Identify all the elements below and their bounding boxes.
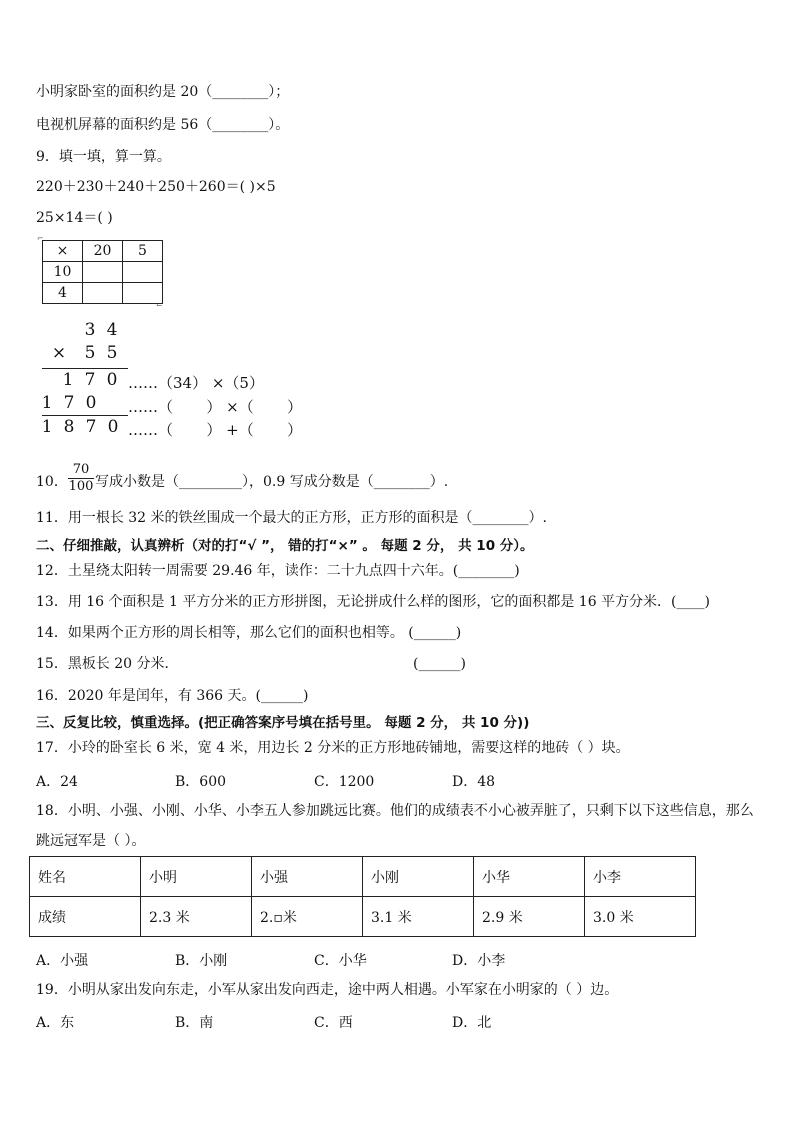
vm-note-2: ……（ ） ×（ ） <box>128 398 303 416</box>
score-cell: 3.0 米 <box>585 897 696 937</box>
grid-cell: × <box>43 241 83 262</box>
grid-cell: 20 <box>83 241 123 262</box>
vm-digit: 4 <box>106 320 118 340</box>
score-cell: 小华 <box>474 857 585 897</box>
vm-digit: 7 <box>85 417 97 437</box>
vm-rule-top <box>42 368 128 369</box>
vm-note-3: ……（ ） +（ ） <box>128 421 303 439</box>
question-9-product: 25×14＝( ) <box>36 210 113 226</box>
line-bedroom-area: 小明家卧室的面积约是 20（________）； <box>36 84 290 100</box>
vm-times-sign: × <box>51 343 67 363</box>
table-corner-mark: ⌐ <box>37 234 44 243</box>
question-11: 11．用一根长 32 米的铁丝围成一个最大的正方形，正方形的面积是（________）. <box>36 510 547 526</box>
question-18-line-2: 跳远冠军是（ ）。 <box>36 833 146 849</box>
option-d[interactable]: D．48 <box>452 774 496 790</box>
question-9-title: 9．填一填，算一算。 <box>36 149 171 165</box>
score-cell: 2.3 米 <box>141 897 252 937</box>
section-3-heading: 三、反复比较，慎重选择。(把正确答案序号填在括号里。 每题 2 分， 共 10 分)) <box>36 715 530 731</box>
option-d[interactable]: D．小李 <box>452 953 506 969</box>
score-header-row <box>30 857 696 897</box>
vm-rule-bottom <box>42 415 128 416</box>
vm-multiplicand <box>79 320 123 340</box>
grid-row <box>43 283 163 304</box>
option-b[interactable]: B．小刚 <box>175 953 228 969</box>
vm-digit: 0 <box>107 417 119 437</box>
question-13: 13．用 16 个面积是 1 平方分米的正方形拼图，无论拼成什么样的图形，它的面积都是 16 平方分米．(____) <box>36 594 710 610</box>
score-cell: 姓名 <box>30 857 141 897</box>
score-cell: 3.1 米 <box>363 897 474 937</box>
option-d[interactable]: D．北 <box>452 1015 492 1031</box>
fraction-70-100 <box>68 462 94 495</box>
grid-row <box>43 262 163 283</box>
vm-digit: 0 <box>85 393 97 413</box>
question-15: 15．黑板长 20 分米． <box>36 656 179 672</box>
score-cell: 2.9 米 <box>474 897 585 937</box>
score-cell: 小李 <box>585 857 696 897</box>
section-2-heading: 二、仔细推敲，认真辨析（对的打“√ ”， 错的打“×” 。 每题 2 分， 共 10 分）。 <box>36 538 534 554</box>
option-a[interactable]: A．24 <box>36 774 78 790</box>
vm-digit: 5 <box>84 343 96 363</box>
table-corner-mark: ⌙ <box>156 300 163 309</box>
vm-digit: 1 <box>41 393 53 413</box>
question-10-text: 写成小数是（_________），0.9 写成分数是（________）. <box>95 474 449 490</box>
vm-digit: 1 <box>41 417 53 437</box>
option-a[interactable]: A．东 <box>36 1015 75 1031</box>
question-9-sum: 220＋230＋240＋250＋260＝( )×5 <box>36 179 276 195</box>
vm-multiplier <box>48 343 123 363</box>
question-19: 19．小明从家出发向东走，小军从家出发向西走，途中两人相遇。小军家在小明家的（ ）边。 <box>36 982 619 998</box>
question-10-number: 10． <box>36 474 68 490</box>
score-cell: 成绩 <box>30 897 141 937</box>
vm-digit: 1 <box>62 370 74 390</box>
grid-cell: 10 <box>43 262 83 283</box>
question-12: 12．土星绕太阳转一周需要 29.46 年，读作：二十九点四十六年。(________) <box>36 563 520 579</box>
option-b[interactable]: B．南 <box>175 1015 214 1031</box>
vm-digit: 7 <box>84 370 96 390</box>
grid-cell[interactable] <box>83 262 123 283</box>
grid-cell[interactable] <box>83 283 123 304</box>
question-14: 14．如果两个正方形的周长相等，那么它们的面积也相等。 (______) <box>36 625 462 641</box>
grid-cell: 5 <box>123 241 163 262</box>
score-cell: 小刚 <box>363 857 474 897</box>
multiplication-grid <box>42 240 163 304</box>
question-18-line-1: 18．小明、小强、小刚、小华、小李五人参加跳远比赛。他们的成绩表不小心被弄脏了，只剩下以下这些信息，那么 <box>36 803 754 819</box>
option-a[interactable]: A．小强 <box>36 953 89 969</box>
vm-partial-1 <box>57 370 123 390</box>
vm-note-1: ……（34） ×（5） <box>128 374 264 392</box>
grid-cell: 4 <box>43 283 83 304</box>
question-16: 16．2020 年是闰年，有 366 天。(______) <box>36 688 309 704</box>
score-cell: 小强 <box>252 857 363 897</box>
vm-digit: 5 <box>106 343 118 363</box>
vm-digit: 0 <box>106 370 118 390</box>
line-tv-area: 电视机屏幕的面积约是 56（________）。 <box>36 117 290 133</box>
option-b[interactable]: B．600 <box>175 774 227 790</box>
option-c[interactable]: C．小华 <box>314 953 367 969</box>
vm-digit: 3 <box>84 320 96 340</box>
grid-header-row <box>43 241 163 262</box>
score-cell: 2.▫米 <box>252 897 363 937</box>
grid-cell[interactable] <box>123 262 163 283</box>
score-cell: 小明 <box>141 857 252 897</box>
question-17: 17．小玲的卧室长 6 米，宽 4 米，用边长 2 分米的正方形地砖铺地，需要这样的地砖（ ）块。 <box>36 740 630 756</box>
vm-digit: 8 <box>63 417 75 437</box>
score-table <box>29 856 696 937</box>
option-c[interactable]: C．1200 <box>314 774 375 790</box>
vm-total <box>36 417 124 437</box>
score-data-row <box>30 897 696 937</box>
option-c[interactable]: C．西 <box>314 1015 353 1031</box>
vm-partial-2 <box>36 393 102 413</box>
fraction-denominator: 100 <box>68 479 94 494</box>
fraction-numerator: 70 <box>68 462 94 479</box>
vm-digit: 7 <box>63 393 75 413</box>
question-15-answer-blank[interactable]: (______) <box>413 656 466 672</box>
